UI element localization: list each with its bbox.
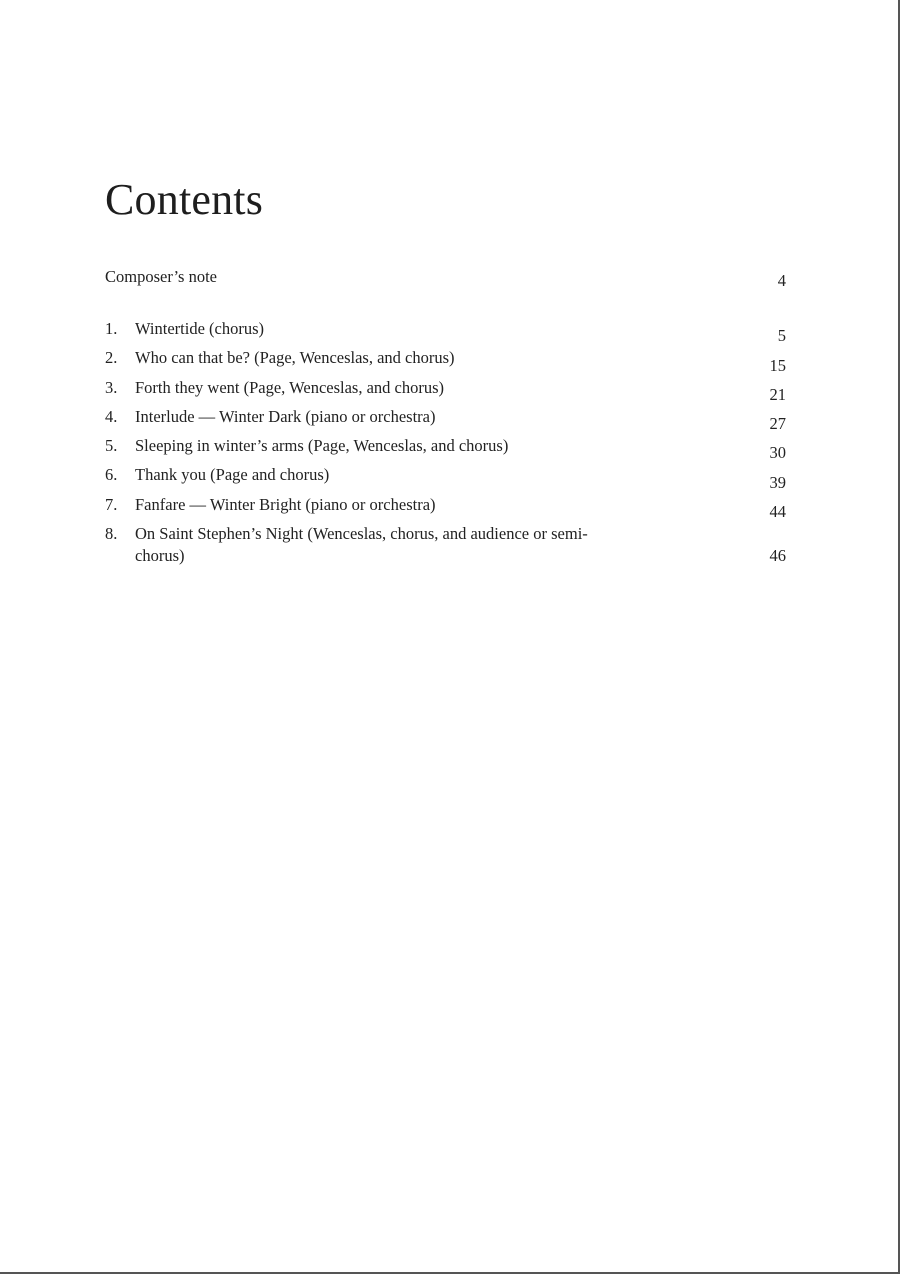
toc-entry[interactable] <box>105 523 786 567</box>
toc-entry-number: 8. <box>105 524 118 544</box>
toc-entry-title: Sleeping in winter’s arms (Page, Wenceslas, and chorus) <box>135 436 509 456</box>
toc-entry-number: 6. <box>105 465 118 485</box>
toc-entry[interactable] <box>105 377 786 406</box>
toc-entry-title: Thank you (Page and chorus) <box>135 465 330 485</box>
toc-entry-number: 1. <box>105 319 118 338</box>
page-title: Contents <box>105 175 264 224</box>
toc-entry[interactable] <box>105 464 786 493</box>
toc-entry-page: 44 <box>769 502 786 522</box>
toc-entry-number: 3. <box>105 377 118 397</box>
toc-entry-title: Fanfare — Winter Bright (piano or orchestra) <box>135 494 436 514</box>
toc-entry-number: 2. <box>105 348 118 368</box>
toc-entry-title: Wintertide (chorus) <box>135 319 264 338</box>
toc-entry-page: 21 <box>769 384 786 404</box>
toc-entry[interactable] <box>105 494 786 523</box>
toc-entry-page: 46 <box>769 546 786 566</box>
toc-entry-page: 27 <box>769 414 786 434</box>
toc-entry-page: 15 <box>769 355 786 375</box>
toc-entry-page: 30 <box>769 443 786 463</box>
toc-entry-number: 7. <box>105 494 118 514</box>
toc-entry-title: Composer’s note <box>105 267 217 286</box>
toc-entry-page: 39 <box>769 472 786 492</box>
toc-entry-number: 4. <box>105 406 118 426</box>
toc-entry-composers-note[interactable] <box>105 266 786 292</box>
toc-entry-title: Who can that be? (Page, Wenceslas, and chorus) <box>135 348 455 368</box>
toc-entry[interactable] <box>105 347 786 376</box>
toc-entry-title: Forth they went (Page, Wenceslas, and chorus) <box>135 377 445 397</box>
toc-entry[interactable] <box>105 435 786 464</box>
toc-entry-title: On Saint Stephen’s Night (Wenceslas, chorus, and audience or semi-chorus) <box>135 524 588 566</box>
toc-entry-page: 5 <box>777 326 786 346</box>
toc-entry[interactable] <box>105 318 786 347</box>
toc-entry[interactable] <box>105 406 786 435</box>
toc-entry-number: 5. <box>105 436 118 456</box>
table-of-contents <box>105 266 786 567</box>
toc-entry-page: 4 <box>777 271 786 290</box>
toc-entry-title: Interlude — Winter Dark (piano or orchestra) <box>135 406 436 426</box>
